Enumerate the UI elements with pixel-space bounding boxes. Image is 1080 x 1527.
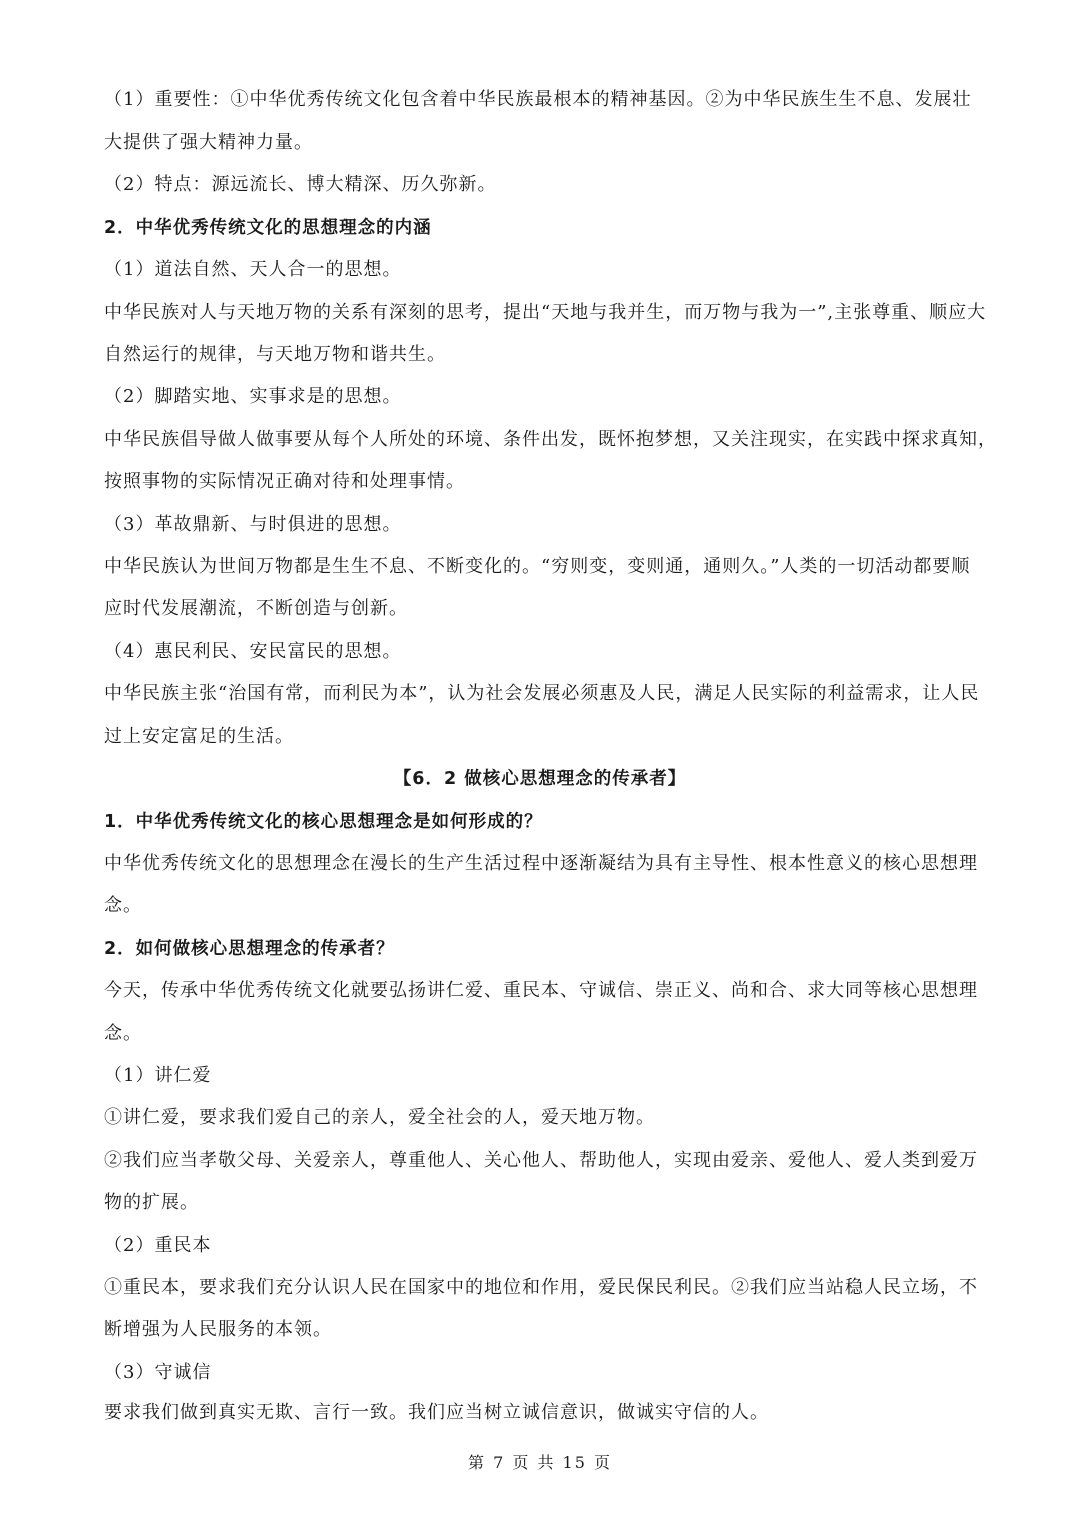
subheading: （1）讲仁爱: [104, 1065, 212, 1086]
paragraph-line: 过上安定富足的生活。: [104, 726, 294, 747]
subheading: （2）脚踏实地、实事求是的思想。: [104, 386, 402, 407]
subheading: （3）守诚信: [104, 1362, 212, 1383]
paragraph-line: 断增强为人民服务的本领。: [104, 1319, 332, 1340]
subheading: （1）道法自然、天人合一的思想。: [104, 259, 402, 280]
page-footer: 第 7 页 共 15 页: [468, 1453, 612, 1472]
paragraph-line: ①讲仁爱，要求我们爱自己的亲人，爱全社会的人，爱天地万物。: [104, 1107, 655, 1128]
paragraph-line: ②我们应当孝敬父母、关爱亲人，尊重他人、关心他人、帮助他人，实现由爱亲、爱他人、爱人类到爱万: [104, 1150, 978, 1171]
section-heading: 1．中华优秀传统文化的核心思想理念是如何形成的？: [104, 812, 543, 832]
section-heading: 2．如何做核心思想理念的传承者？: [104, 939, 395, 959]
paragraph-line: 念。: [104, 1023, 142, 1044]
section-heading: 2．中华优秀传统文化的思想理念的内涵: [104, 218, 432, 238]
paragraph-line: （2）特点：源远流长、博大精深、历久弥新。: [104, 174, 497, 195]
subheading: （2）重民本: [104, 1235, 212, 1256]
subheading: （3）革故鼎新、与时俱进的思想。: [104, 514, 402, 535]
paragraph-line: 念。: [104, 895, 142, 916]
paragraph-line: 中华民族主张“治国有常，而利民为本”，认为社会发展必须惠及人民，满足人民实际的利益需求，让人民: [104, 683, 980, 704]
paragraph-line: 应时代发展潮流，不断创造与创新。: [104, 598, 408, 619]
paragraph-line: 中华优秀传统文化的思想理念在漫长的生产生活过程中逐渐凝结为具有主导性、根本性意义的核心思想理: [104, 853, 978, 874]
paragraph-line: 物的扩展。: [104, 1192, 199, 1213]
paragraph-line: ①重民本，要求我们充分认识人民在国家中的地位和作用，爱民保民利民。②我们应当站稳人民立场，不: [104, 1277, 978, 1298]
paragraph-line: 要求我们做到真实无欺、言行一致。我们应当树立诚信意识，做诚实守信的人。: [104, 1402, 769, 1423]
paragraph-line: 中华民族对人与天地万物的关系有深刻的思考，提出“天地与我并生，而万物与我为一”,主张尊重、顺应大: [104, 302, 987, 323]
paragraph-line: 今天，传承中华优秀传统文化就要弘扬讲仁爱、重民本、守诚信、崇正义、尚和合、求大同等核心思想理: [104, 980, 978, 1001]
paragraph-line: （1）重要性：①中华优秀传统文化包含着中华民族最根本的精神基因。②为中华民族生生不息、发展壮: [104, 89, 972, 110]
paragraph-line: 按照事物的实际情况正确对待和处理事情。: [104, 471, 465, 492]
paragraph-line: 自然运行的规律，与天地万物和谐共生。: [104, 344, 446, 365]
paragraph-line: 中华民族倡导做人做事要从每个人所处的环境、条件出发，既怀抱梦想，又关注现实，在实践中探求真知，: [104, 429, 997, 450]
chapter-title: 【6．2 做核心思想理念的传承者】: [393, 769, 687, 789]
subheading: （4）惠民利民、安民富民的思想。: [104, 641, 402, 662]
paragraph-line: 中华民族认为世间万物都是生生不息、不断变化的。“穷则变，变则通，通则久。”人类的一切活动都要顺: [104, 556, 971, 577]
paragraph-line: 大提供了强大精神力量。: [104, 132, 313, 153]
